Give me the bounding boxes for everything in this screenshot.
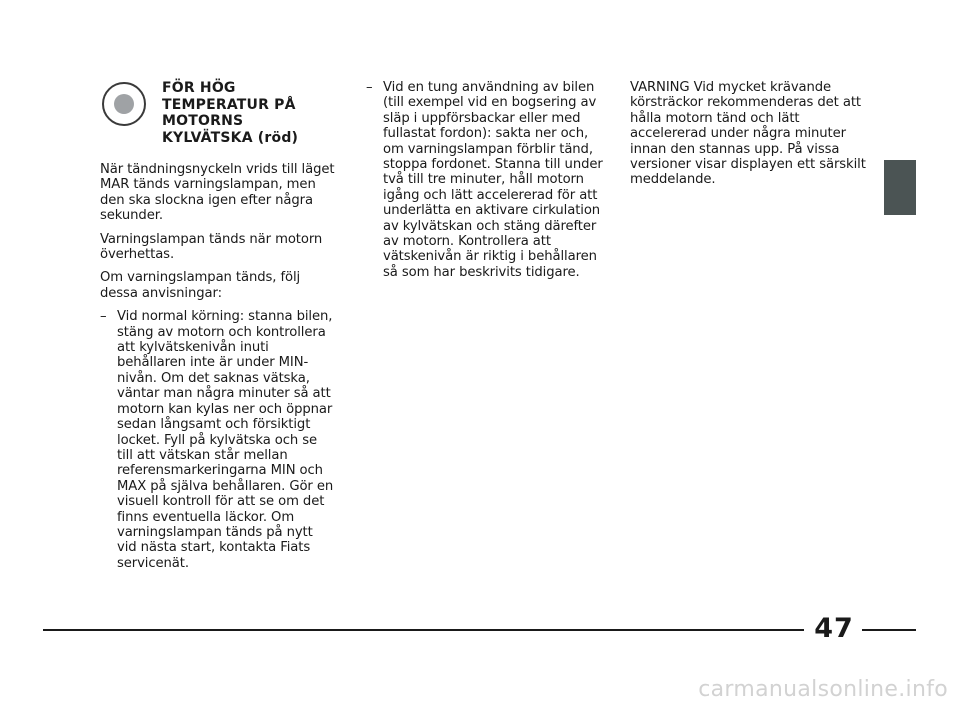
section-tab	[884, 160, 916, 215]
warning-header	[100, 80, 336, 162]
list-item-normal-driving	[100, 309, 336, 571]
warning-note: VARNING Vid mycket krävande körsträckor rekommenderas det att hålla motorn tänd och lätt accelererad under några minuter innan den stannas upp. På vissa versioner visar displayen ett särskilt meddelande.	[630, 80, 866, 188]
footer-rule-left	[43, 629, 804, 631]
warning-lamp-icon	[102, 82, 146, 126]
footer-rule-right	[862, 629, 916, 631]
warning-lamp-dot	[114, 94, 134, 114]
column-right	[630, 80, 866, 196]
paragraph-ignition: När tändningsnyckeln vrids till läget MAR tänds varningslampan, men den ska slockna igen efter några sekunder.	[100, 162, 335, 224]
watermark: carmanualsonline.info	[698, 677, 948, 702]
paragraph-instructions: Om varningslampan tänds, följ dessa anvisningar:	[100, 270, 301, 301]
paragraph-overheat: Varningslampan tänds när motorn överhettas.	[100, 231, 323, 263]
column-left	[100, 80, 336, 579]
bullet-dash: –	[366, 80, 373, 95]
warning-title: FÖR HÖG TEMPERATUR PÅ MOTORNS KYLVÄTSKA (röd)	[162, 80, 299, 146]
list-item-heavy-use	[366, 80, 606, 280]
list-item-text: Vid en tung användning av bilen (till exempel vid en bogsering av släp i uppförsbackar eller med fullastat fordon): sakta ner och, om varningslampan förblir tänd, stoppa fordonet. Stanna till under två till tre minuter, håll motorn igång och lätt accelererad för att underlätta en aktivare cirkulation av kylvätskan och stäng därefter av motorn. Kontrollera att vätskenivån är riktig i behållaren så som har beskrivits tidigare.	[383, 80, 603, 280]
bullet-dash: –	[100, 309, 107, 325]
list-item-text: Vid normal körning: stanna bilen, stäng av motorn och kontrollera att kylvätskenivån inuti behållaren inte är under MIN-nivån. Om det saknas vätska, väntar man några minuter så att motorn kan kylas ner och öppnar sedan långsamt och försiktigt locket. Fyll på kylvätska och se till att vätskan står mellan referensmarkeringarna MIN och MAX på själva behållaren. Gör en visuell kontroll för att se om det finns eventuella läckor. Om varningslampan tänds på nytt vid nästa start, kontakta Fiats servicenät.	[117, 309, 334, 571]
page-number: 47	[814, 613, 854, 644]
column-middle	[366, 80, 606, 288]
